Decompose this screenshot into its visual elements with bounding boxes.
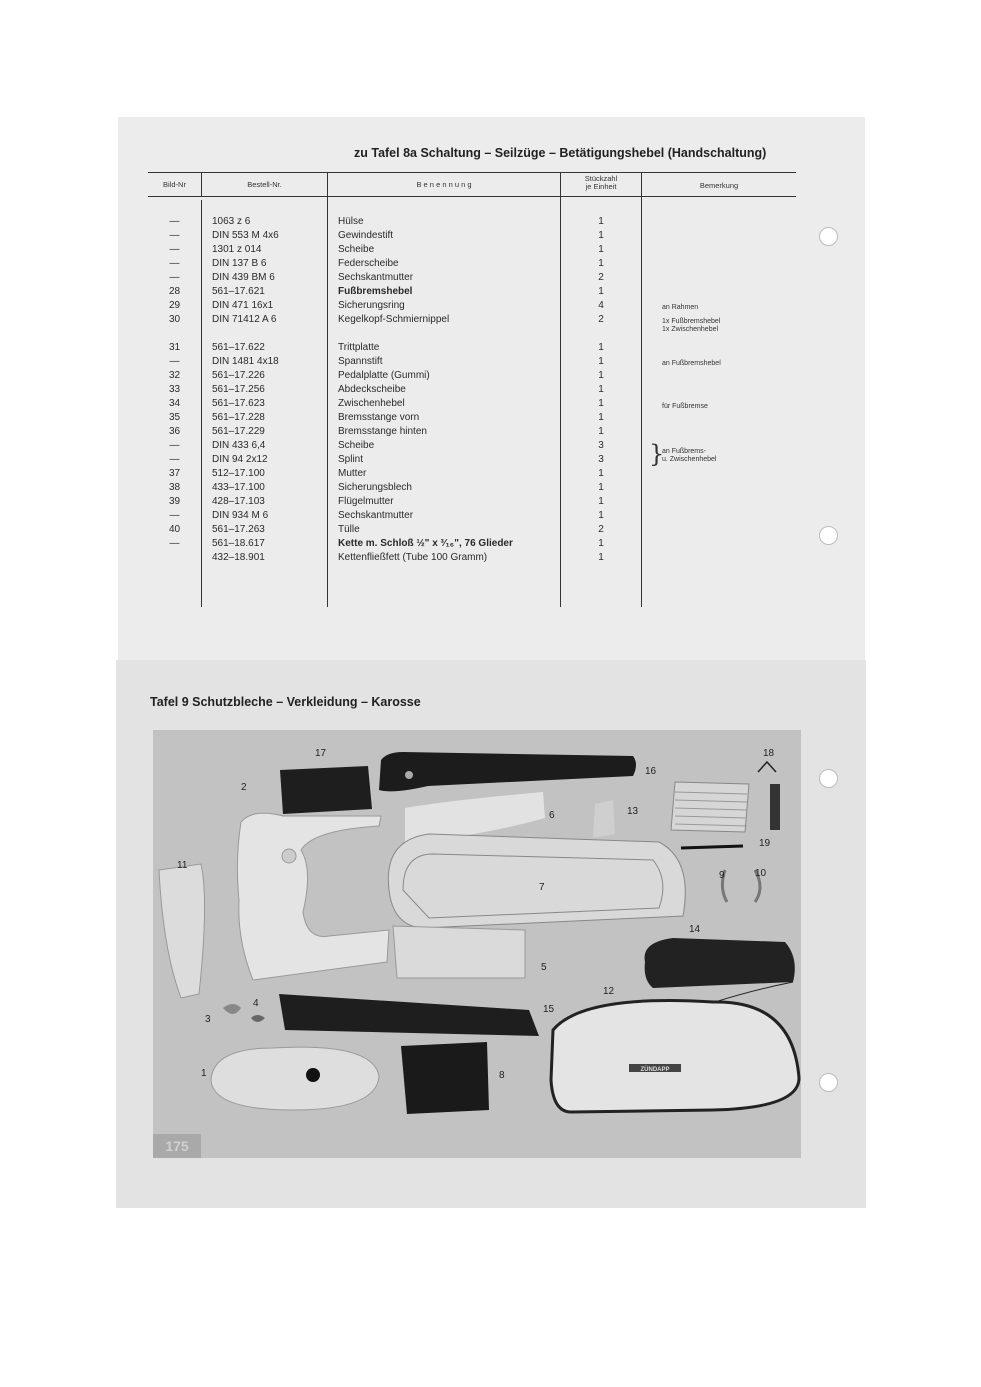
remark-group-2: u. Zwischenhebel (662, 456, 717, 463)
punch-hole (819, 769, 838, 788)
part-label: 13 (627, 806, 639, 817)
col-header-bestell: Bestell-Nr. (247, 180, 282, 189)
row-benennung: Trittplatte (338, 342, 380, 353)
row-bild-nr: 37 (168, 468, 181, 479)
row-bild-nr: 34 (168, 398, 181, 409)
row-benennung: Pedalplatte (Gummi) (338, 370, 430, 381)
punch-hole (819, 227, 838, 246)
part-label: 2 (241, 782, 247, 793)
row-bild-nr: 40 (168, 524, 181, 535)
row-bestell-nr: DIN 433 6,4 (212, 440, 266, 451)
row-stueckzahl: 1 (598, 244, 604, 255)
part-label: 10 (755, 868, 767, 879)
row-bestell-nr: 561–17.621 (212, 286, 265, 297)
row-bestell-nr: 512–17.100 (212, 468, 265, 479)
part-label: 14 (689, 924, 701, 935)
part-2-legshield (237, 813, 389, 980)
row-stueckzahl: 1 (598, 258, 604, 269)
fender-hole (306, 1068, 320, 1082)
remark-rahmen: an Rahmen (662, 304, 699, 311)
remark-nippel-1: 1x Fußbremshebel (662, 318, 721, 325)
row-stueckzahl: 2 (598, 524, 604, 535)
part-label: 16 (645, 766, 657, 777)
row-bestell-nr: 561–18.617 (212, 538, 265, 549)
row-bestell-nr: 561–17.622 (212, 342, 265, 353)
row-bild-nr: — (169, 454, 180, 465)
row-bestell-nr: 561–17.256 (212, 384, 265, 395)
row-bestell-nr: 561–17.228 (212, 412, 265, 423)
part-label: 4 (253, 998, 259, 1009)
row-benennung: Federscheibe (338, 258, 399, 269)
part-label: 8 (499, 1070, 505, 1081)
row-stueckzahl: 1 (598, 342, 604, 353)
row-bild-nr: — (169, 356, 180, 367)
table-rule (148, 172, 796, 173)
row-bild-nr: 32 (168, 370, 181, 381)
row-bestell-nr: 561–17.623 (212, 398, 265, 409)
part-label: 19 (759, 838, 771, 849)
row-bild-nr: 33 (168, 384, 181, 395)
part-12-sidepanel (551, 1001, 799, 1112)
remark-zwischenhebel: für Fußbremse (662, 403, 708, 410)
row-stueckzahl: 1 (598, 552, 604, 563)
part-label: 5 (541, 962, 547, 973)
row-stueckzahl: 1 (598, 216, 604, 227)
punch-hole (819, 1073, 838, 1092)
col-header-benennung: B e n e n n u n g (416, 180, 472, 189)
part-13-cover (593, 800, 615, 838)
row-stueckzahl: 1 (598, 468, 604, 479)
column-divider (201, 200, 202, 607)
row-bild-nr: 30 (168, 314, 181, 325)
row-benennung: Splint (338, 454, 364, 465)
row-stueckzahl: 1 (598, 384, 604, 395)
row-benennung: Sechskantmutter (338, 272, 414, 283)
section-title: Tafel 9 Schutzbleche – Verkleidung – Karosse (150, 695, 421, 709)
row-benennung: Mutter (338, 468, 367, 479)
part-7-frame (388, 834, 685, 928)
part-18-tube (770, 784, 780, 830)
row-benennung: Scheibe (338, 440, 375, 451)
part-8-floorplate (401, 1042, 489, 1114)
row-bild-nr: — (169, 510, 180, 521)
col-header-bemerkung: Bemerkung (699, 181, 739, 190)
row-stueckzahl: 1 (598, 356, 604, 367)
parts-table (148, 172, 796, 607)
row-benennung: Fußbremshebel (338, 286, 413, 297)
row-bild-nr: 36 (168, 426, 181, 437)
row-bestell-nr: 1301 z 014 (212, 244, 262, 255)
shield-hole (282, 849, 296, 863)
row-stueckzahl: 1 (598, 286, 604, 297)
part-4-clip (251, 1015, 265, 1022)
part-17-panel (280, 766, 372, 814)
row-bild-nr: 38 (168, 482, 181, 493)
row-bild-nr: — (169, 272, 180, 283)
row-bestell-nr: 428–17.103 (212, 496, 265, 507)
col-header-stueckzahl (561, 175, 641, 191)
row-benennung: Abdeckscheibe (338, 384, 406, 395)
part-label: 1 (201, 1068, 207, 1079)
part-label: 6 (549, 810, 555, 821)
row-stueckzahl: 1 (598, 496, 604, 507)
row-benennung: Sechskantmutter (338, 510, 414, 521)
row-bestell-nr: 433–17.100 (212, 482, 265, 493)
row-stueckzahl: 1 (598, 370, 604, 381)
row-bild-nr: 29 (168, 300, 181, 311)
row-bestell-nr: 561–17.226 (212, 370, 265, 381)
row-benennung: Sicherungsring (338, 300, 405, 311)
mounting-hole (405, 771, 413, 779)
row-stueckzahl: 1 (598, 510, 604, 521)
part-label: 15 (543, 1004, 555, 1015)
row-benennung: Spannstift (338, 356, 383, 367)
pointer-arrow (758, 762, 776, 772)
row-benennung: Gewindestift (338, 230, 394, 241)
row-benennung: Zwischenhebel (338, 398, 405, 409)
fender-cable (715, 982, 793, 1002)
part-label: 12 (603, 986, 615, 997)
row-bild-nr: 39 (168, 496, 181, 507)
remark-group-1: an Fußbrems- (662, 448, 706, 455)
part-3-clip (223, 1004, 241, 1014)
page-number: 175 (153, 1134, 201, 1158)
row-bild-nr: — (169, 538, 180, 549)
brand-badge: ZÜNDAPP (640, 1067, 670, 1073)
row-bild-nr: 31 (168, 342, 181, 353)
row-bestell-nr: 561–17.229 (212, 426, 265, 437)
row-stueckzahl: 1 (598, 412, 604, 423)
col-header-bild: Bild-Nr (163, 180, 186, 189)
row-benennung: Bremsstange hinten (338, 426, 427, 437)
row-bild-nr: — (169, 244, 180, 255)
row-stueckzahl: 1 (598, 482, 604, 493)
part-1-fender (211, 1047, 379, 1110)
row-bestell-nr: DIN 71412 A 6 (212, 314, 277, 325)
parts-illustration (153, 730, 801, 1158)
row-stueckzahl: 2 (598, 272, 604, 283)
row-benennung: Scheibe (338, 244, 375, 255)
row-benennung: Hülse (338, 216, 364, 227)
row-benennung: Flügelmutter (338, 496, 394, 507)
row-bild-nr: — (169, 258, 180, 269)
row-stueckzahl: 1 (598, 230, 604, 241)
row-benennung: Kettenfließfett (Tube 100 Gramm) (338, 552, 488, 563)
part-5-panel (393, 926, 525, 978)
page-title: zu Tafel 8a Schaltung – Seilzüge – Betätigungshebel (Handschaltung) (354, 146, 767, 160)
row-bestell-nr: DIN 1481 4x18 (212, 356, 279, 367)
row-stueckzahl: 1 (598, 538, 604, 549)
row-bestell-nr: DIN 137 B 6 (212, 258, 267, 269)
col-header-stueckzahl-line1: Stückzahl (584, 174, 618, 183)
row-stueckzahl: 1 (598, 398, 604, 409)
column-divider (327, 172, 328, 607)
part-14-fender (645, 938, 795, 988)
column-divider (641, 172, 642, 607)
row-bestell-nr: DIN 94 2x12 (212, 454, 268, 465)
row-bestell-nr: 432–18.901 (212, 552, 265, 563)
row-bestell-nr: 561–17.263 (212, 524, 265, 535)
part-label: 17 (315, 748, 327, 759)
part-label: 11 (177, 860, 188, 871)
row-bild-nr: — (169, 230, 180, 241)
row-stueckzahl: 3 (598, 440, 604, 451)
row-stueckzahl: 1 (598, 426, 604, 437)
row-bestell-nr: 1063 z 6 (212, 216, 251, 227)
part-19-trim (681, 846, 743, 848)
row-stueckzahl: 4 (598, 300, 604, 311)
part-16-panel (379, 752, 636, 791)
remark-nippel-2: 1x Zwischenhebel (662, 326, 719, 333)
row-bestell-nr: DIN 553 M 4x6 (212, 230, 279, 241)
row-bild-nr: — (169, 440, 180, 451)
row-bestell-nr: DIN 934 M 6 (212, 510, 269, 521)
remark-spannstift: an Fußbremshebel (662, 360, 721, 367)
part-label: 7 (539, 882, 545, 893)
part-label: 3 (205, 1014, 211, 1025)
row-bild-nr: 35 (168, 412, 181, 423)
part-11-cover (159, 864, 205, 998)
row-bild-nr: 28 (168, 286, 181, 297)
row-benennung: Kette m. Schloß ½" x ³⁄₁₆", 76 Glieder (338, 538, 513, 549)
row-bild-nr: — (169, 216, 180, 227)
row-benennung: Tülle (338, 524, 360, 535)
row-stueckzahl: 2 (598, 314, 604, 325)
row-benennung: Sicherungsblech (338, 482, 412, 493)
col-header-stueckzahl-line2: je Einheit (585, 182, 617, 191)
row-benennung: Kegelkopf-Schmiernippel (338, 314, 450, 325)
group-brace: } (649, 440, 665, 468)
part-label: 18 (763, 748, 775, 759)
row-benennung: Bremsstange vorn (338, 412, 420, 423)
parts-photo (153, 730, 801, 1158)
row-stueckzahl: 3 (598, 454, 604, 465)
punch-hole (819, 526, 838, 545)
row-bestell-nr: DIN 439 BM 6 (212, 272, 275, 283)
table-rule (148, 196, 796, 197)
part-label: 9 (719, 870, 725, 881)
part-15-panel (279, 994, 539, 1036)
row-bestell-nr: DIN 471 16x1 (212, 300, 274, 311)
